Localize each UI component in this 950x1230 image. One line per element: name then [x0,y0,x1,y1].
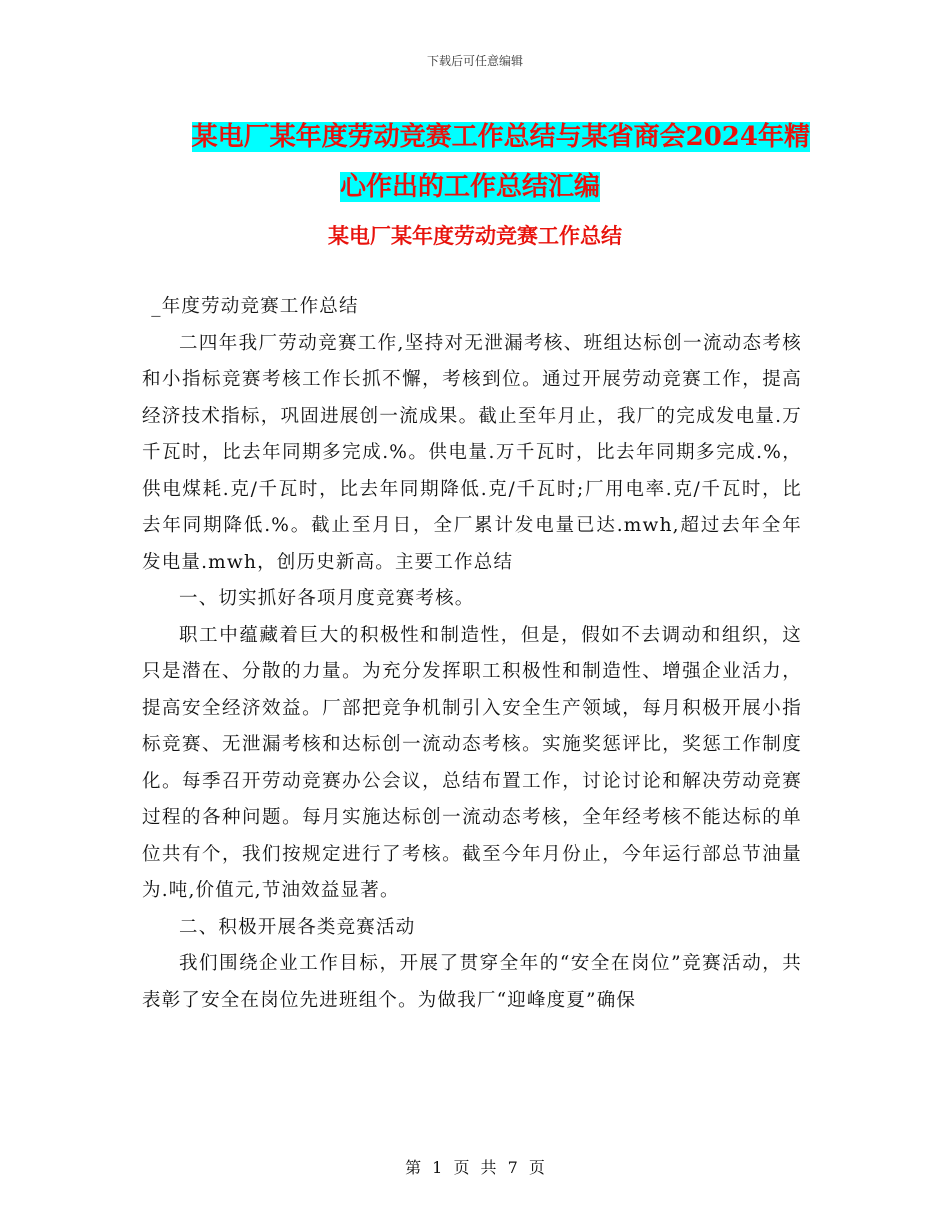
paragraph-heading: 二、积极开展各类竞赛活动 [179,916,416,938]
header-note: 下载后可任意编辑 [426,54,523,68]
section-title: 某电厂某年度劳动竞赛工作总结 [328,223,622,248]
document-title [140,112,810,212]
paragraph: 职工中蕴藏着巨大的积极性和制造性，但是，假如不去调动和组织，这只是潜在、分散的力量。为充分发挥职工积极性和制造性、增强企业活力，提高安全经济效益。厂部把竞争机制引入安全生产领域，每月积极开展小指标竞赛、无泄漏考核和达标创一流动态考核。实施奖惩评比，奖惩工作制度化。每季召开劳动竞赛办公会议，总结布置工作，讨论讨论和解决劳动竞赛过程的各种问题。每月实施达标创一流动态考核，全年经考核不能达标的单位共有个，我们按规定进行了考核。截至今年月份止，今年运行部总节油量为.吨,价值元,节油效益显著。 [142,624,802,901]
document-body [142,289,802,1019]
title-line-2: 心作出的工作总结汇编 [340,172,601,202]
paragraph-heading: 一、切实抓好各项月度竞赛考核。 [179,588,475,609]
paragraph: 我们围绕企业工作目标，开展了贯穿全年的“安全在岗位”竞赛活动，共表彰了安全在岗位先进班组个。为做我厂“迎峰度夏”确保 [142,953,802,1011]
paragraph-heading: _年度劳动竞赛工作总结 [151,296,359,317]
page-footer: 第 1 页 共 7 页 [405,1158,545,1177]
title-line-1: 某电厂某年度劳动竞赛工作总结与某省商会2024年精 [191,122,810,152]
paragraph: 二四年我厂劳动竞赛工作,坚持对无泄漏考核、班组达标创一流动态考核和小指标竞赛考核工作长抓不懈，考核到位。通过开展劳动竞赛工作，提高经济技术指标，巩固进展创一流成果。截止至年月止，我厂的完成发电量.万千瓦时，比去年同期多完成.%。供电量.万千瓦时，比去年同期多完成.%，供电煤耗.克/千瓦时，比去年同期降低.克/千瓦时;厂用电率.克/千瓦时，比去年同期降低.%。截止至月日，全厂累计发电量已达.mwh,超过去年全年发电量.mwh，创历史新高。主要工作总结 [142,332,802,573]
